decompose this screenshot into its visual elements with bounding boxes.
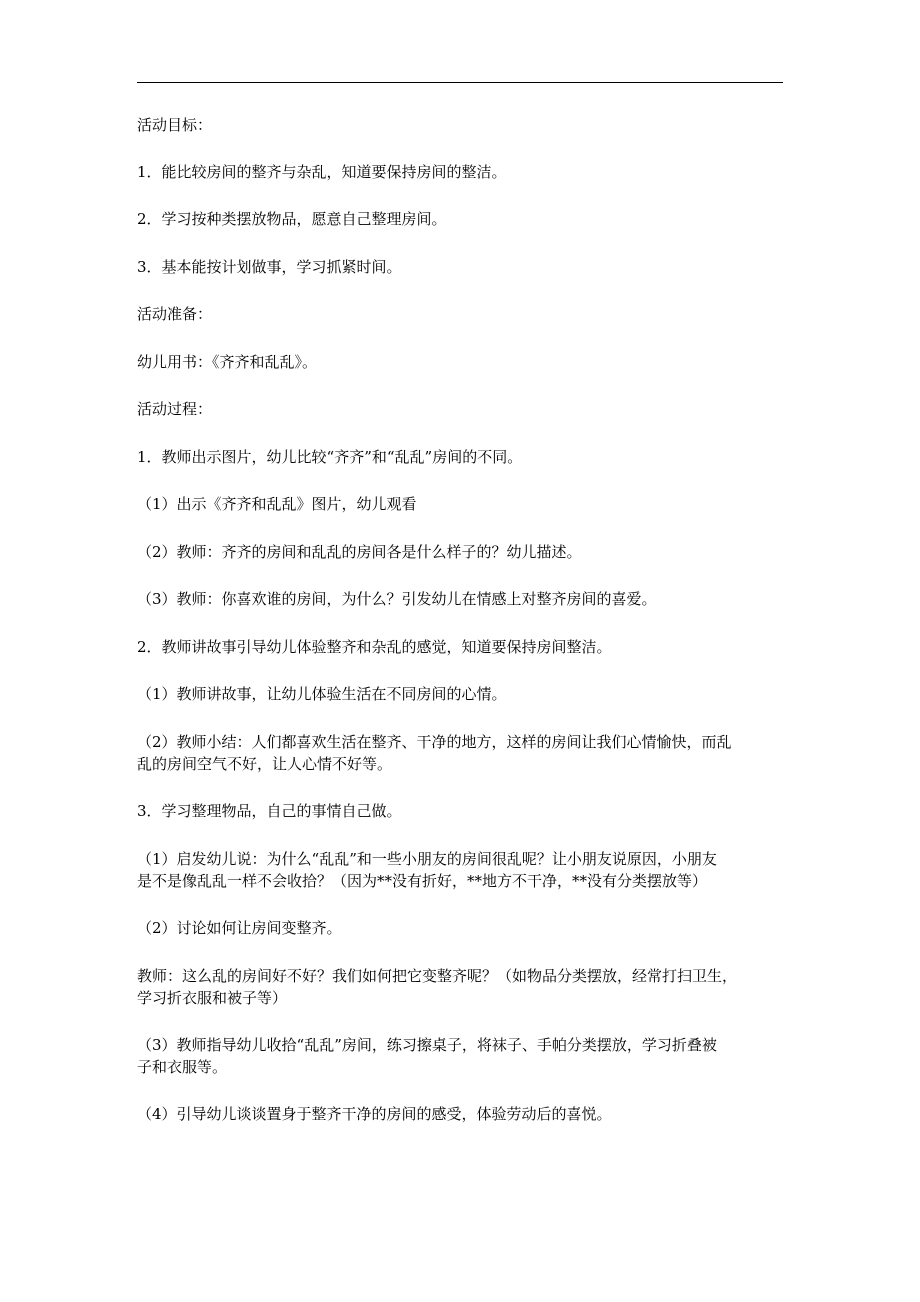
goal-item-2: 2．学习按种类摆放物品，愿意自己整理房间。 <box>137 210 447 228</box>
process-step-2-2-line-1: （2）教师小结：人们都喜欢生活在整齐、干净的地方，这样的房间让我们心情愉快，而乱 <box>137 733 732 751</box>
goal-item-1: 1．能比较房间的整齐与杂乱，知道要保持房间的整洁。 <box>137 163 507 181</box>
process-step-3-3 <box>137 1034 785 1078</box>
process-step-3-1-line-1: （1）启发幼儿说：为什么“乱乱”和一些小朋友的房间很乱呢？让小朋友说原因，小朋友 <box>137 850 717 868</box>
prep-item: 幼儿用书：《齐齐和乱乱》。 <box>137 353 318 371</box>
process-step-2-1: （1）教师讲故事，让幼儿体验生活在不同房间的心情。 <box>137 685 507 703</box>
process-step-1-2: （2）教师：齐齐的房间和乱乱的房间各是什么样子的？幼儿描述。 <box>137 543 582 561</box>
goal-item-3: 3．基本能按计划做事，学习抓紧时间。 <box>137 258 402 276</box>
heading-prep: 活动准备： <box>137 305 213 323</box>
teacher-question-line-1: 教师：这么乱的房间好不好？我们如何把它变整齐呢？（如物品分类摆放，经常打扫卫生， <box>137 967 738 985</box>
process-step-3-1-line-2: 是不是像乱乱一样不会收拾？（因为**没有折好，**地方不干净，**没有分类摆放等） <box>137 872 708 890</box>
header-rule <box>137 82 783 83</box>
teacher-question <box>137 965 785 1009</box>
process-step-3-3-line-1: （3）教师指导幼儿收拾“乱乱”房间，练习擦桌子，将袜子、手帕分类摆放，学习折叠被 <box>137 1036 717 1054</box>
process-step-3-1 <box>137 848 785 892</box>
process-step-3-2: （2）讨论如何让房间变整齐。 <box>137 919 342 937</box>
process-step-1-3: （3）教师：你喜欢谁的房间，为什么？引发幼儿在情感上对整齐房间的喜爱。 <box>137 590 657 608</box>
process-step-2-2-line-2: 乱的房间空气不好，让人心情不好等。 <box>137 755 393 773</box>
process-step-1-1: （1）出示《齐齐和乱乱》图片，幼儿观看 <box>137 495 417 513</box>
process-step-3-3-line-2: 子和衣服等。 <box>137 1058 228 1076</box>
process-step-1: 1．教师出示图片，幼儿比较“齐齐”和“乱乱”房间的不同。 <box>137 448 523 466</box>
process-step-3: 3．学习整理物品，自己的事情自己做。 <box>137 802 402 820</box>
process-step-3-4: （4）引导幼儿谈谈置身于整齐干净的房间的感受，体验劳动后的喜悦。 <box>137 1105 612 1123</box>
process-step-2: 2．教师讲故事引导幼儿体验整齐和杂乱的感觉，知道要保持房间整洁。 <box>137 638 612 656</box>
teacher-question-line-2: 学习折衣服和被子等） <box>137 989 288 1007</box>
process-step-2-2 <box>137 731 785 775</box>
heading-goals: 活动目标： <box>137 116 213 134</box>
heading-process: 活动过程： <box>137 400 213 418</box>
